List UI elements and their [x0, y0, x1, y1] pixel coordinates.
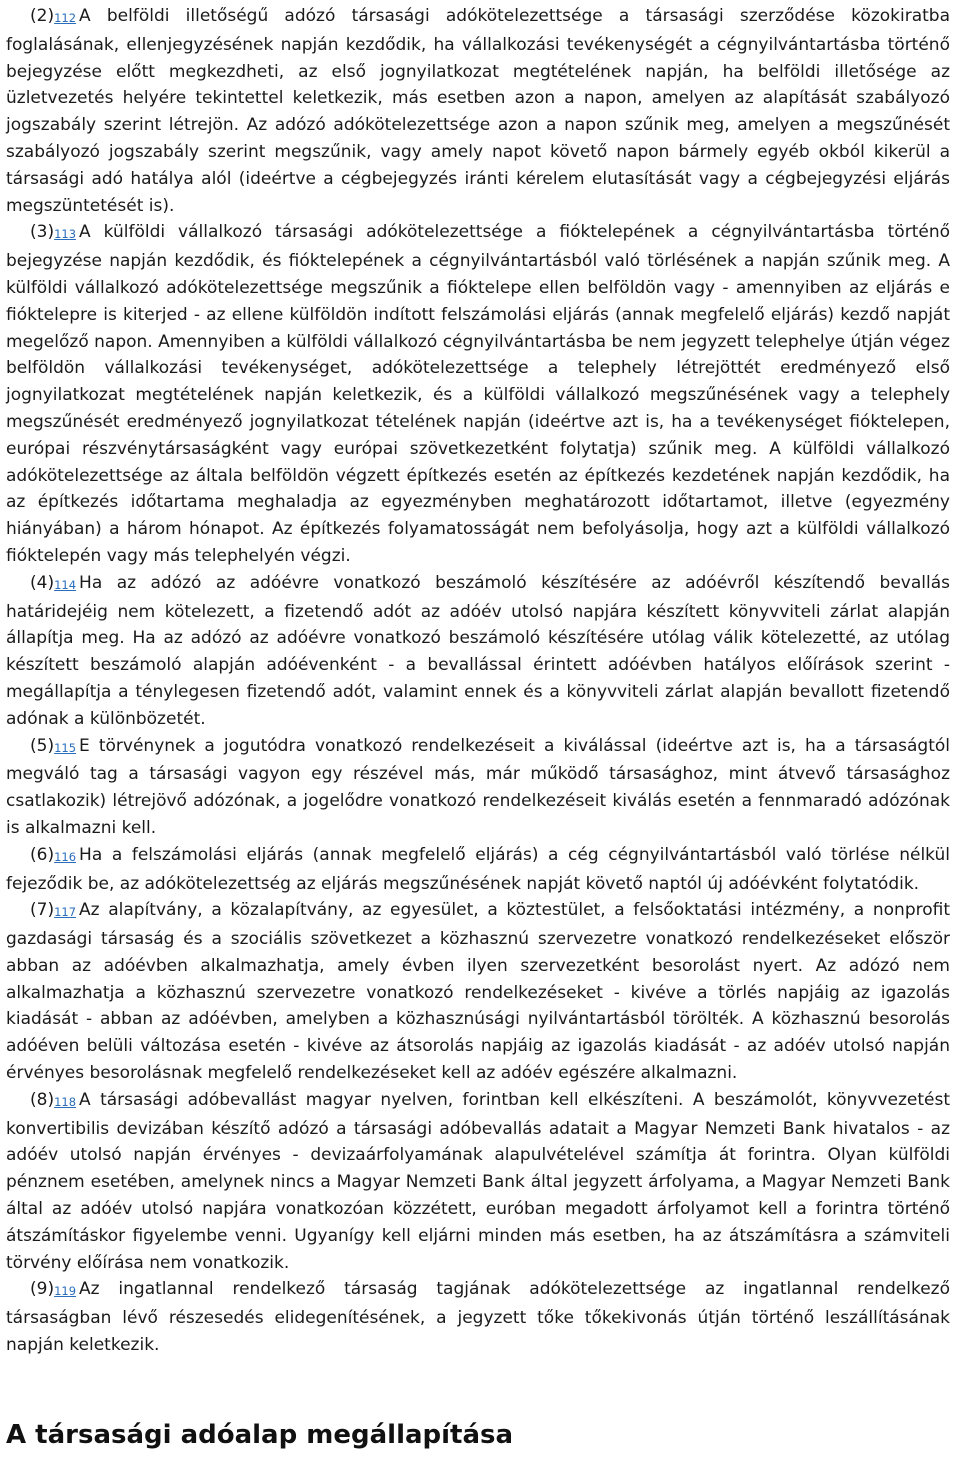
footnote-link-113[interactable]: 113: [54, 227, 77, 242]
paragraph-number: (4): [30, 572, 55, 593]
paragraph-text: A társasági adóbevallást magyar nyelven, forintban kell elkészíteni. A beszámolót, könyvvezetést konvertibilis devizában készítő adózó a társasági adóbevallás adatait a Magyar Nemzeti Bank hivatalos - az adóév utolsó napján érvényes - devizaárfolyamának alapulvételével számítja át forintra. Olyan külföldi pénznem esetében, amelynek nincs a Magyar Nemzeti Bank által jegyzett árfolyama, a Magyar Nemzeti Bank által az adóév utolsó napjára vonatkozóan közzétett, euróban megadott árfolyamot kell a forintra történő átszámításkor figyelembe venni. Ugyanígy kell eljárni minden más esetben, ha az átszámításra a számviteli törvény előírása nem vonatkozik.: [6, 1089, 950, 1273]
paragraph-3: [6, 219, 950, 569]
paragraph-4: [6, 570, 950, 733]
paragraph-number: (2): [30, 6, 55, 26]
section-heading: A társasági adóalap megállapítása: [6, 1420, 514, 1450]
paragraph-5: [6, 733, 950, 842]
paragraph-number: (8): [30, 1089, 55, 1110]
paragraph-6: [6, 842, 950, 898]
footnote-link-114[interactable]: 114: [54, 577, 77, 592]
footnote-link-112[interactable]: 112: [54, 11, 77, 25]
paragraph-text: Ha az adózó az adóévre vonatkozó beszámoló készítésére az adóévről készítendő bevallás határidejéig nem kötelezett, a fizetendő adót az adóév utolsó napjára készített könyvviteli zárlat alapján állapítja meg. Ha az adózó az adóévre vonatkozó beszámoló készítésére utólag válik kötelezetté, az utólag készített beszámoló alapján adóévenként - a bevallással érintett adóévben hatályos előírások szerint - megállapítja a ténylegesen fizetendő adót, valamint ennek és a könyvviteli zárlat alapján bevallott fizetendő adónak a különbözetét.: [6, 572, 950, 729]
paragraph-text: E törvénynek a jogutódra vonatkozó rendelkezéseit a kiválással (ideértve azt is, ha a társaságtól megváló tag a társasági vagyon egy részével más, már működő társasághoz, mint átvevő társasághoz csatlakozik) létrejövő adózónak, a jogelődre vonatkozó rendelkezéseit kiválás esetén a fennmaradó adózónak is alkalmazni kell.: [6, 735, 950, 838]
footnote-link-116[interactable]: 116: [54, 849, 77, 864]
paragraph-7: [6, 897, 950, 1087]
footnote-link-115[interactable]: 115: [54, 740, 77, 755]
paragraph-text: A belföldi illetőségű adózó társasági adókötelezettsége a társasági szerződése közokiratba foglalásának, ellenjegyzésének napján kezdődik, ha vállalkozási tevékenységét a cégnyilvántartásba történő bejegyzése előtt megkezdheti, az első jognyilatkozat megtételének napján, ha belföldi illetősége az üzletvezetés helyére tekintettel keletkezik, más esetben azon a napon, amelyen az alapítását szabályozó jogszabály szerint létrejön. Az adózó adókötelezettsége azon a napon szűnik meg, amelyen a megszűnését szabályozó jogszabály szerint megszűnik, vagy amely napot követő napon bármely egyéb okból kikerül a társasági adó hatálya alól (ideértve a cégbejegyzés iránti kérelem elutasítását vagy a cégbejegyzési eljárás megszüntetését is).: [6, 6, 950, 216]
paragraph-number: (7): [30, 900, 55, 921]
paragraph-number: (3): [30, 222, 55, 243]
paragraph-number: (9): [30, 1279, 55, 1300]
paragraph-text: A külföldi vállalkozó társasági adókötelezettsége a fióktelepének a cégnyilvántartásba történő bejegyzése napján kezdődik, és fióktelepének a cégnyilvántartásból való törlésének a napján szűnik meg. A külföldi vállalkozó adókötelezettsége megszűnik a fióktelepe ellen belföldön vagy - amennyiben az eljárás e fióktelepre is kiterjed - az ellene külföldön indított felszámolási eljárás (annak megfelelő eljárás) kezdő napját megelőző napon. Amennyiben a külföldi vállalkozó cégnyilvántartásba be nem jegyzett telephelye útján végez belföldön vállalkozási tevékenységet, adókötelezettsége a telephely létrejöttét eredményező első jognyilatkozat megtételének napján keletkezik, és a külföldi vállalkozó megszűnésének vagy a telephely megszűnését eredményező jognyilatkozat tételének napján (ideértve azt is, ha a tevékenységet fióktelepen, európai részvénytársaságként vagy európai szövetkezetként folytatja) szűnik meg. A külföldi vállalkozó adókötelezettsége az általa belföldön végzett építkezés esetén az építkezés kezdetének napján kezdődik, ha az építkezés időtartama meghaladja az egyezményben meghatározott időtartamot, illetve (egyezmény hiányában) a három hónapot. Az építkezés folyamatosságát nem befolyásolja, hogy azt a külföldi vállalkozó fióktelepén vagy más telephelyén végzi.: [6, 222, 950, 566]
paragraph-2: [6, 3, 950, 219]
paragraph-9: [6, 1276, 950, 1358]
paragraph-text: Az ingatlannal rendelkező társaság tagjának adókötelezettsége az ingatlannal rendelkező társaságban lévő részesedés elidegenítésének, a jegyzett tőke tőkekivonás útján történő leszállításának napján keletkezik.: [6, 1279, 950, 1356]
footnote-link-117[interactable]: 117: [54, 905, 77, 920]
paragraph-number: (6): [30, 844, 55, 865]
paragraph-number: (5): [30, 735, 55, 756]
paragraph-8: [6, 1087, 950, 1277]
footnote-link-118[interactable]: 118: [54, 1094, 77, 1109]
paragraph-text: Az alapítvány, a közalapítvány, az egyesület, a köztestület, a felsőoktatási intézmény, a nonprofit gazdasági társaság és a szociális szövetkezet a közhasznú szervezetre vonatkozó rendelkezéseket először abban az adóévben alkalmazhatja, amely évben ilyen szervezetként besorolást nyert. Az adózó nem alkalmazhatja a közhasznú szervezetre vonatkozó rendelkezéseket - kivéve a törlés napjáig az igazolás kiadását - abban az adóévben, amelyben a közhasznúsági nyilvántartásból törölték. A közhasznú besorolás adóéven belüli változása esetén - kivéve az átsorolás napjáig az igazolás kiadását - az adóév utolsó napján érvényes besorolásnak megfelelő rendelkezéseket kell az adóév egészére alkalmazni.: [6, 900, 950, 1084]
paragraph-text: Ha a felszámolási eljárás (annak megfelelő eljárás) a cég cégnyilvántartásból való törlése nélkül fejeződik be, az adókötelezettség az eljárás megszűnésének napját követő naptól új adóévként folytatódik.: [6, 844, 950, 894]
footnote-link-119[interactable]: 119: [54, 1284, 77, 1299]
